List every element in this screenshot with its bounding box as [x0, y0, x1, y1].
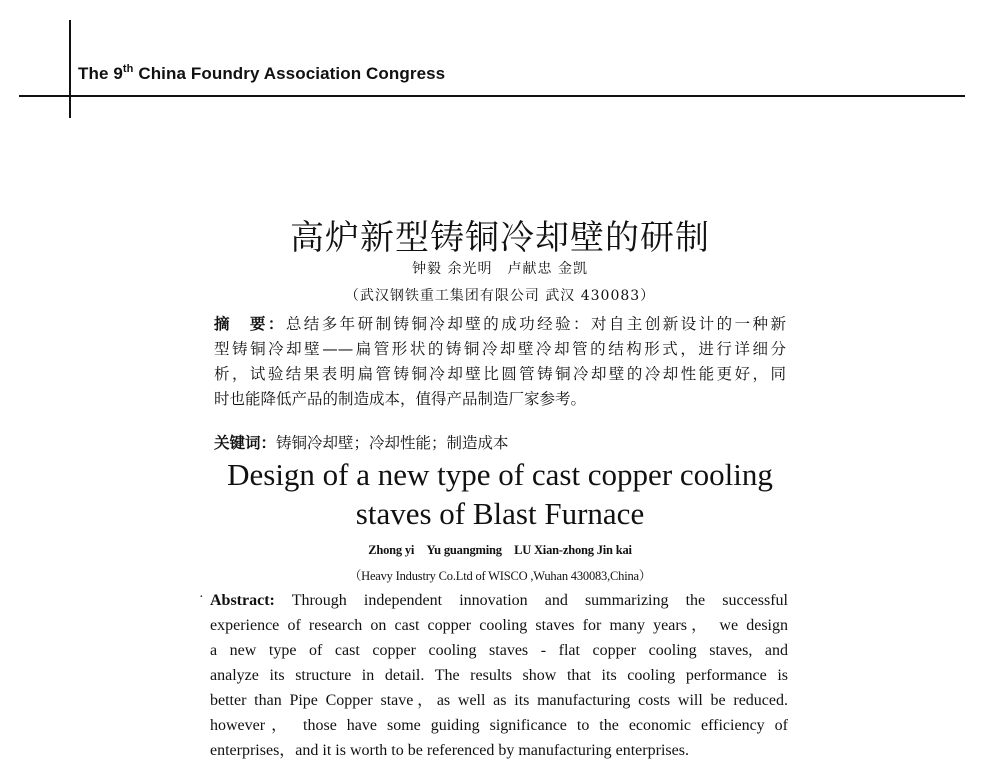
- english-abstract-line: Abstract: Through independent innovation and summarizing the successful: [210, 592, 788, 609]
- conference-header: [78, 64, 445, 84]
- chinese-affiliation: （武汉钢铁重工集团有限公司 武汉 430083）: [344, 288, 656, 304]
- english-title-line1: Design of a new type of cast copper cooling: [227, 457, 773, 492]
- chinese-title: 高炉新型铸铜冷却壁的研制: [290, 218, 710, 258]
- header-vertical-rule: [69, 20, 71, 118]
- english-abstract-line: analyze its structure in detail. The results show that its cooling performance is: [210, 667, 788, 684]
- chinese-abstract-line: 型铸铜冷却壁——扁管形状的铸铜冷却壁冷却管的结构形式，进行详细分: [214, 340, 786, 358]
- english-title: [0, 455, 1000, 533]
- conference-prefix: The 9: [78, 64, 123, 83]
- english-abstract-line: better than Pipe Copper stave，as well as its manufacturing costs will be reduced.: [210, 692, 788, 709]
- english-abstract-line: however， those have some guiding significance to the economic efficiency of: [210, 717, 788, 734]
- chinese-abstract-line: 摘 要：总结多年研制铸铜冷却壁的成功经验：对自主创新设计的一种新: [214, 315, 786, 333]
- margin-dot: ·: [199, 590, 204, 605]
- english-abstract-line: enterprises，and it is worth to be referenced by manufacturing enterprises.: [210, 742, 689, 759]
- conference-suffix: China Foundry Association Congress: [133, 64, 446, 83]
- chinese-keywords-text: 铸铜冷却壁；冷却性能；制造成本: [276, 434, 509, 452]
- header-horizontal-rule: [19, 95, 965, 97]
- conference-ordinal-sup: th: [122, 63, 134, 75]
- chinese-abstract-line: 时也能降低产品的制造成本，值得产品制造厂家参考。: [214, 390, 587, 408]
- chinese-abstract-line: 析，试验结果表明扁管铸铜冷却壁比圆管铸铜冷却壁的冷却性能更好，同: [214, 365, 786, 383]
- chinese-abstract: [214, 312, 786, 412]
- chinese-keywords: [214, 431, 509, 453]
- english-abstract-line: experience of research on cast copper cooling staves for many years， we design: [210, 617, 788, 634]
- english-abstract-line: a new type of cast copper cooling staves - flat copper cooling staves, and: [210, 642, 788, 659]
- english-affiliation: （Heavy Industry Co.Ltd of WISCO ,Wuhan 430083,China）: [348, 569, 652, 583]
- english-abstract-label: Abstract:: [210, 592, 275, 609]
- chinese-abstract-label: 摘 要：: [214, 315, 286, 333]
- chinese-keywords-label: 关键词：: [214, 434, 277, 452]
- english-authors: Zhong yi Yu guangming LU Xian-zhong Jin kai: [368, 543, 632, 557]
- english-title-line2: staves of Blast Furnace: [355, 496, 645, 531]
- chinese-authors: 钟毅 余光明 卢献忠 金凯: [412, 261, 588, 277]
- english-abstract: [210, 588, 788, 763]
